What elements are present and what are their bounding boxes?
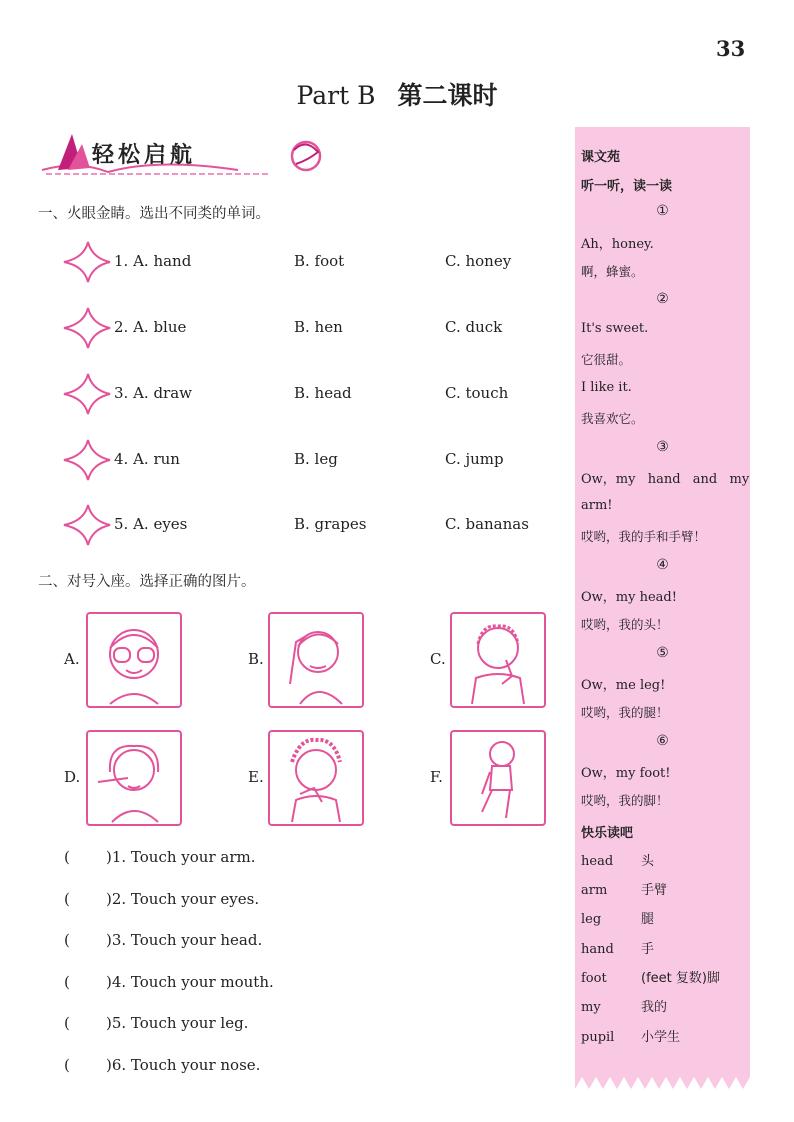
vocab-meaning: 头 [641, 854, 655, 869]
dialog-line: It's sweet. [581, 321, 649, 336]
answer-text: )2. Touch your eyes. [106, 890, 260, 908]
picture-label-c: C. [430, 650, 446, 668]
banner-title: 轻松启航 [92, 143, 197, 168]
answer-line[interactable] [64, 890, 259, 908]
reading-heading: 快乐读吧 [581, 826, 634, 841]
option-a[interactable]: 5. A. eyes [114, 515, 188, 533]
page-number: 33 [716, 36, 746, 61]
answer-text: )4. Touch your mouth. [106, 973, 274, 991]
dialog-line: Ow，me leg! [581, 678, 666, 693]
picture-a-cover-eyes[interactable] [86, 612, 182, 708]
vocab-item [581, 996, 667, 1015]
answer-blank[interactable]: ( [64, 848, 70, 866]
option-c[interactable]: C. touch [445, 384, 509, 402]
pink-star-icon [62, 372, 112, 416]
child-touching-arm-illustration [270, 732, 362, 824]
dialog-line: 哎哟，我的手和手臂！ [581, 529, 707, 544]
picture-b-touch-head[interactable] [268, 612, 364, 708]
vocab-item [581, 1026, 680, 1045]
dialog-line: Ow，my hand and my [581, 472, 750, 487]
dialog-line: 它很甜。 [581, 352, 632, 367]
vocab-item [581, 908, 654, 927]
vocab-item [581, 967, 720, 986]
option-c[interactable]: C. jump [445, 450, 504, 468]
picture-f-touch-leg[interactable] [450, 730, 546, 826]
option-c[interactable]: C. bananas [445, 515, 529, 533]
vocab-meaning: (feet 复数)脚 [641, 971, 720, 986]
child-touching-mouth-illustration [452, 614, 544, 706]
picture-label-d: D. [64, 768, 81, 786]
vocab-item [581, 879, 667, 898]
dialog-line: 哎哟，我的腿！ [581, 705, 669, 720]
answer-text: )3. Touch your head. [106, 931, 263, 949]
pink-star-icon [62, 438, 112, 482]
sidebar-heading: 课文苑 [581, 150, 621, 165]
vocab-word: pupil [581, 1030, 615, 1045]
section1-heading: 一、火眼金睛。选出不同类的单词。 [38, 206, 270, 222]
vocab-item [581, 938, 654, 957]
vocab-word: hand [581, 942, 614, 957]
dialog-line: 我喜欢它。 [581, 411, 644, 426]
sidebar-subheading: 听一听，读一读 [581, 179, 673, 194]
question-row [62, 240, 552, 284]
answer-line[interactable] [64, 973, 274, 991]
answer-text: )1. Touch your arm. [106, 848, 256, 866]
dialog-line: I like it. [581, 380, 632, 395]
vocab-meaning: 手臂 [641, 883, 668, 898]
vocab-word: leg [581, 912, 602, 927]
option-a[interactable]: 1. A. hand [114, 252, 192, 270]
child-covering-eyes-illustration [88, 614, 180, 706]
question-row [62, 503, 552, 547]
vocab-meaning: 腿 [641, 912, 655, 927]
option-a[interactable]: 4. A. run [114, 450, 180, 468]
dialog-line: Ow，my head! [581, 590, 677, 605]
answer-blank[interactable]: ( [64, 890, 70, 908]
answer-blank[interactable]: ( [64, 973, 70, 991]
dialog-line: arm! [581, 498, 613, 513]
option-a[interactable]: 2. A. blue [114, 318, 187, 336]
picture-label-a: A. [64, 650, 80, 668]
answer-blank[interactable]: ( [64, 931, 70, 949]
answer-blank[interactable]: ( [64, 1014, 70, 1032]
question-row [62, 438, 552, 482]
dialog-number: ② [656, 291, 669, 307]
dialog-line: Ah，honey. [581, 237, 654, 252]
dialog-number: ⑤ [656, 645, 669, 661]
answer-blank[interactable]: ( [64, 1056, 70, 1074]
dialog-line: Ow，my foot! [581, 766, 671, 781]
question-row [62, 306, 552, 350]
title-cn: 第二课时 [397, 81, 498, 110]
answer-text: )5. Touch your leg. [106, 1014, 249, 1032]
child-touching-leg-illustration [452, 732, 544, 824]
pink-star-icon [62, 240, 112, 284]
vocab-meaning: 手 [641, 942, 655, 957]
picture-e-touch-arm[interactable] [268, 730, 364, 826]
answer-line[interactable] [64, 931, 262, 949]
question-row [62, 372, 552, 416]
child-touching-head-illustration [270, 614, 362, 706]
section2-heading: 二、对号入座。选择正确的图片。 [38, 574, 256, 590]
vocab-word: arm [581, 883, 608, 898]
dialog-line: 啊，蜂蜜。 [581, 264, 644, 279]
vocab-item [581, 850, 654, 869]
vocab-word: head [581, 854, 614, 869]
picture-label-e: E. [248, 768, 264, 786]
answer-line[interactable] [64, 848, 256, 866]
dialog-number: ④ [656, 557, 669, 573]
pink-star-icon [62, 503, 112, 547]
dialog-line: 哎哟，我的脚！ [581, 793, 669, 808]
title-en: Part B [296, 81, 376, 110]
vocab-word: foot [581, 971, 607, 986]
option-b[interactable]: B. hen [294, 318, 343, 336]
option-b[interactable]: B. grapes [294, 515, 367, 533]
picture-c-touch-mouth[interactable] [450, 612, 546, 708]
answer-line[interactable] [64, 1014, 248, 1032]
option-b[interactable]: B. foot [294, 252, 345, 270]
option-c[interactable]: C. honey [445, 252, 512, 270]
vocab-word: my [581, 1000, 601, 1015]
picture-label-b: B. [248, 650, 264, 668]
girl-touching-nose-illustration [88, 732, 180, 824]
answer-line[interactable] [64, 1056, 260, 1074]
vocab-meaning: 小学生 [641, 1030, 681, 1045]
dialog-number: ③ [656, 439, 669, 455]
pink-star-icon [62, 306, 112, 350]
option-b[interactable]: B. leg [294, 450, 338, 468]
dialog-line: 哎哟，我的头！ [581, 617, 669, 632]
picture-d-touch-nose[interactable] [86, 730, 182, 826]
option-b[interactable]: B. head [294, 384, 352, 402]
dialog-number: ⑥ [656, 733, 669, 749]
dialog-number: ① [656, 203, 669, 219]
picture-label-f: F. [430, 768, 443, 786]
page-title [0, 76, 794, 112]
vocab-meaning: 我的 [641, 1000, 668, 1015]
option-c[interactable]: C. duck [445, 318, 503, 336]
answer-text: )6. Touch your nose. [106, 1056, 261, 1074]
option-a[interactable]: 3. A. draw [114, 384, 193, 402]
